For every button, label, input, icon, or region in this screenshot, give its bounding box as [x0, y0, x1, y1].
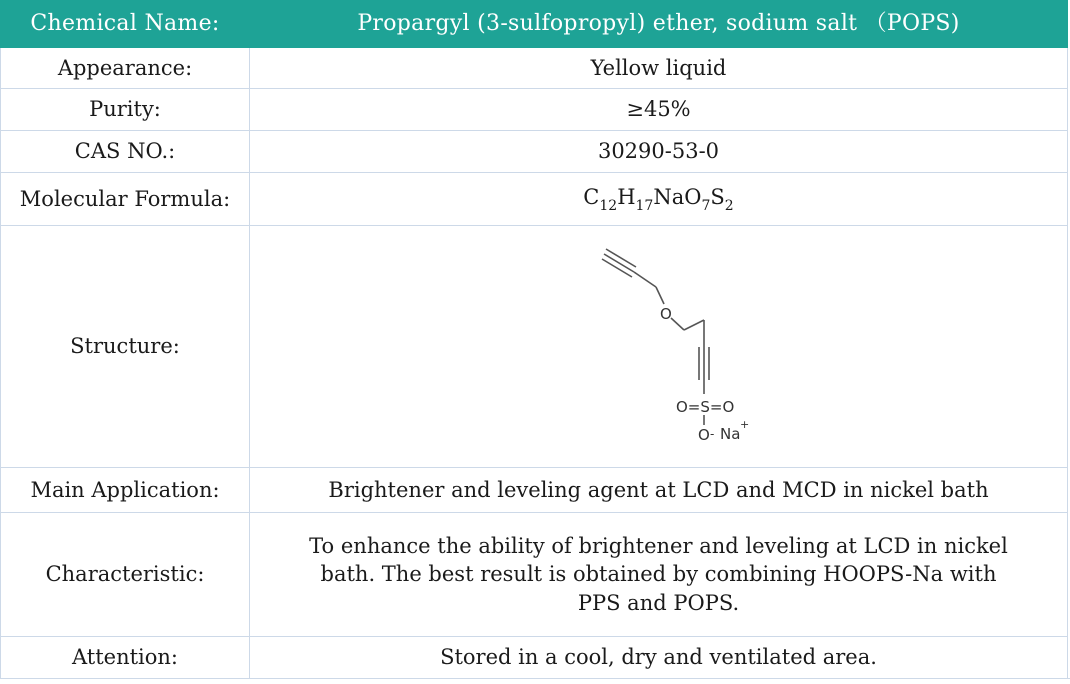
- purity-value: ≥45%: [250, 89, 1068, 131]
- sulfonyl-group: O=S=O: [675, 397, 734, 416]
- characteristic-row: [1, 513, 1068, 637]
- characteristic-line: To enhance the ability of brightener and leveling at LCD in nickel: [309, 533, 1008, 558]
- structure-row: [1, 226, 1068, 468]
- cas-value: 30290-53-0: [250, 131, 1068, 173]
- chemical-name-label: Chemical Name:: [1, 1, 250, 48]
- formula-c-count: 12: [599, 197, 618, 214]
- structure-diagram: [574, 242, 749, 452]
- characteristic-line: bath. The best result is obtained by combining HOOPS-Na with: [320, 562, 997, 587]
- attention-value: Stored in a cool, dry and ventilated area.: [250, 637, 1068, 679]
- formula-s: S: [710, 184, 725, 209]
- application-label: Main Application:: [1, 468, 250, 513]
- characteristic-value: [250, 513, 1068, 637]
- formula-value: [250, 173, 1068, 226]
- sodium-cation: Na: [719, 424, 740, 443]
- appearance-label: Appearance:: [1, 48, 250, 89]
- cas-label: CAS NO.:: [1, 131, 250, 173]
- chemical-name-value: Propargyl (3-sulfopropyl) ether, sodium salt （POPS): [250, 1, 1068, 48]
- cas-row: [1, 131, 1068, 173]
- formula-h: H: [617, 184, 636, 209]
- structure-label: Structure:: [1, 226, 250, 468]
- ether-oxygen-atom: O: [659, 304, 672, 323]
- bottom-rule: [0, 678, 1070, 679]
- formula-h-count: 17: [635, 197, 654, 214]
- characteristic-label: Characteristic:: [1, 513, 250, 637]
- formula-row: [1, 173, 1068, 226]
- purity-label: Purity:: [1, 89, 250, 131]
- structure-cell: [250, 226, 1068, 468]
- formula-label: Molecular Formula:: [1, 173, 250, 226]
- formula-nao: NaO: [653, 184, 702, 209]
- purity-row: [1, 89, 1068, 131]
- header-row: [1, 1, 1068, 48]
- cation-charge: +: [739, 417, 749, 431]
- application-value: Brightener and leveling agent at LCD and MCD in nickel bath: [250, 468, 1068, 513]
- formula-c: C: [583, 184, 600, 209]
- characteristic-line: PPS and POPS.: [577, 590, 740, 615]
- attention-label: Attention:: [1, 637, 250, 679]
- formula-s-count: 2: [724, 197, 734, 214]
- formula-o-count: 7: [701, 197, 711, 214]
- application-row: [1, 468, 1068, 513]
- anion-charge: -: [709, 426, 714, 441]
- anion-oxygen-atom: O: [697, 425, 710, 444]
- attention-row: [1, 637, 1068, 679]
- appearance-row: [1, 48, 1068, 89]
- appearance-value: Yellow liquid: [250, 48, 1068, 89]
